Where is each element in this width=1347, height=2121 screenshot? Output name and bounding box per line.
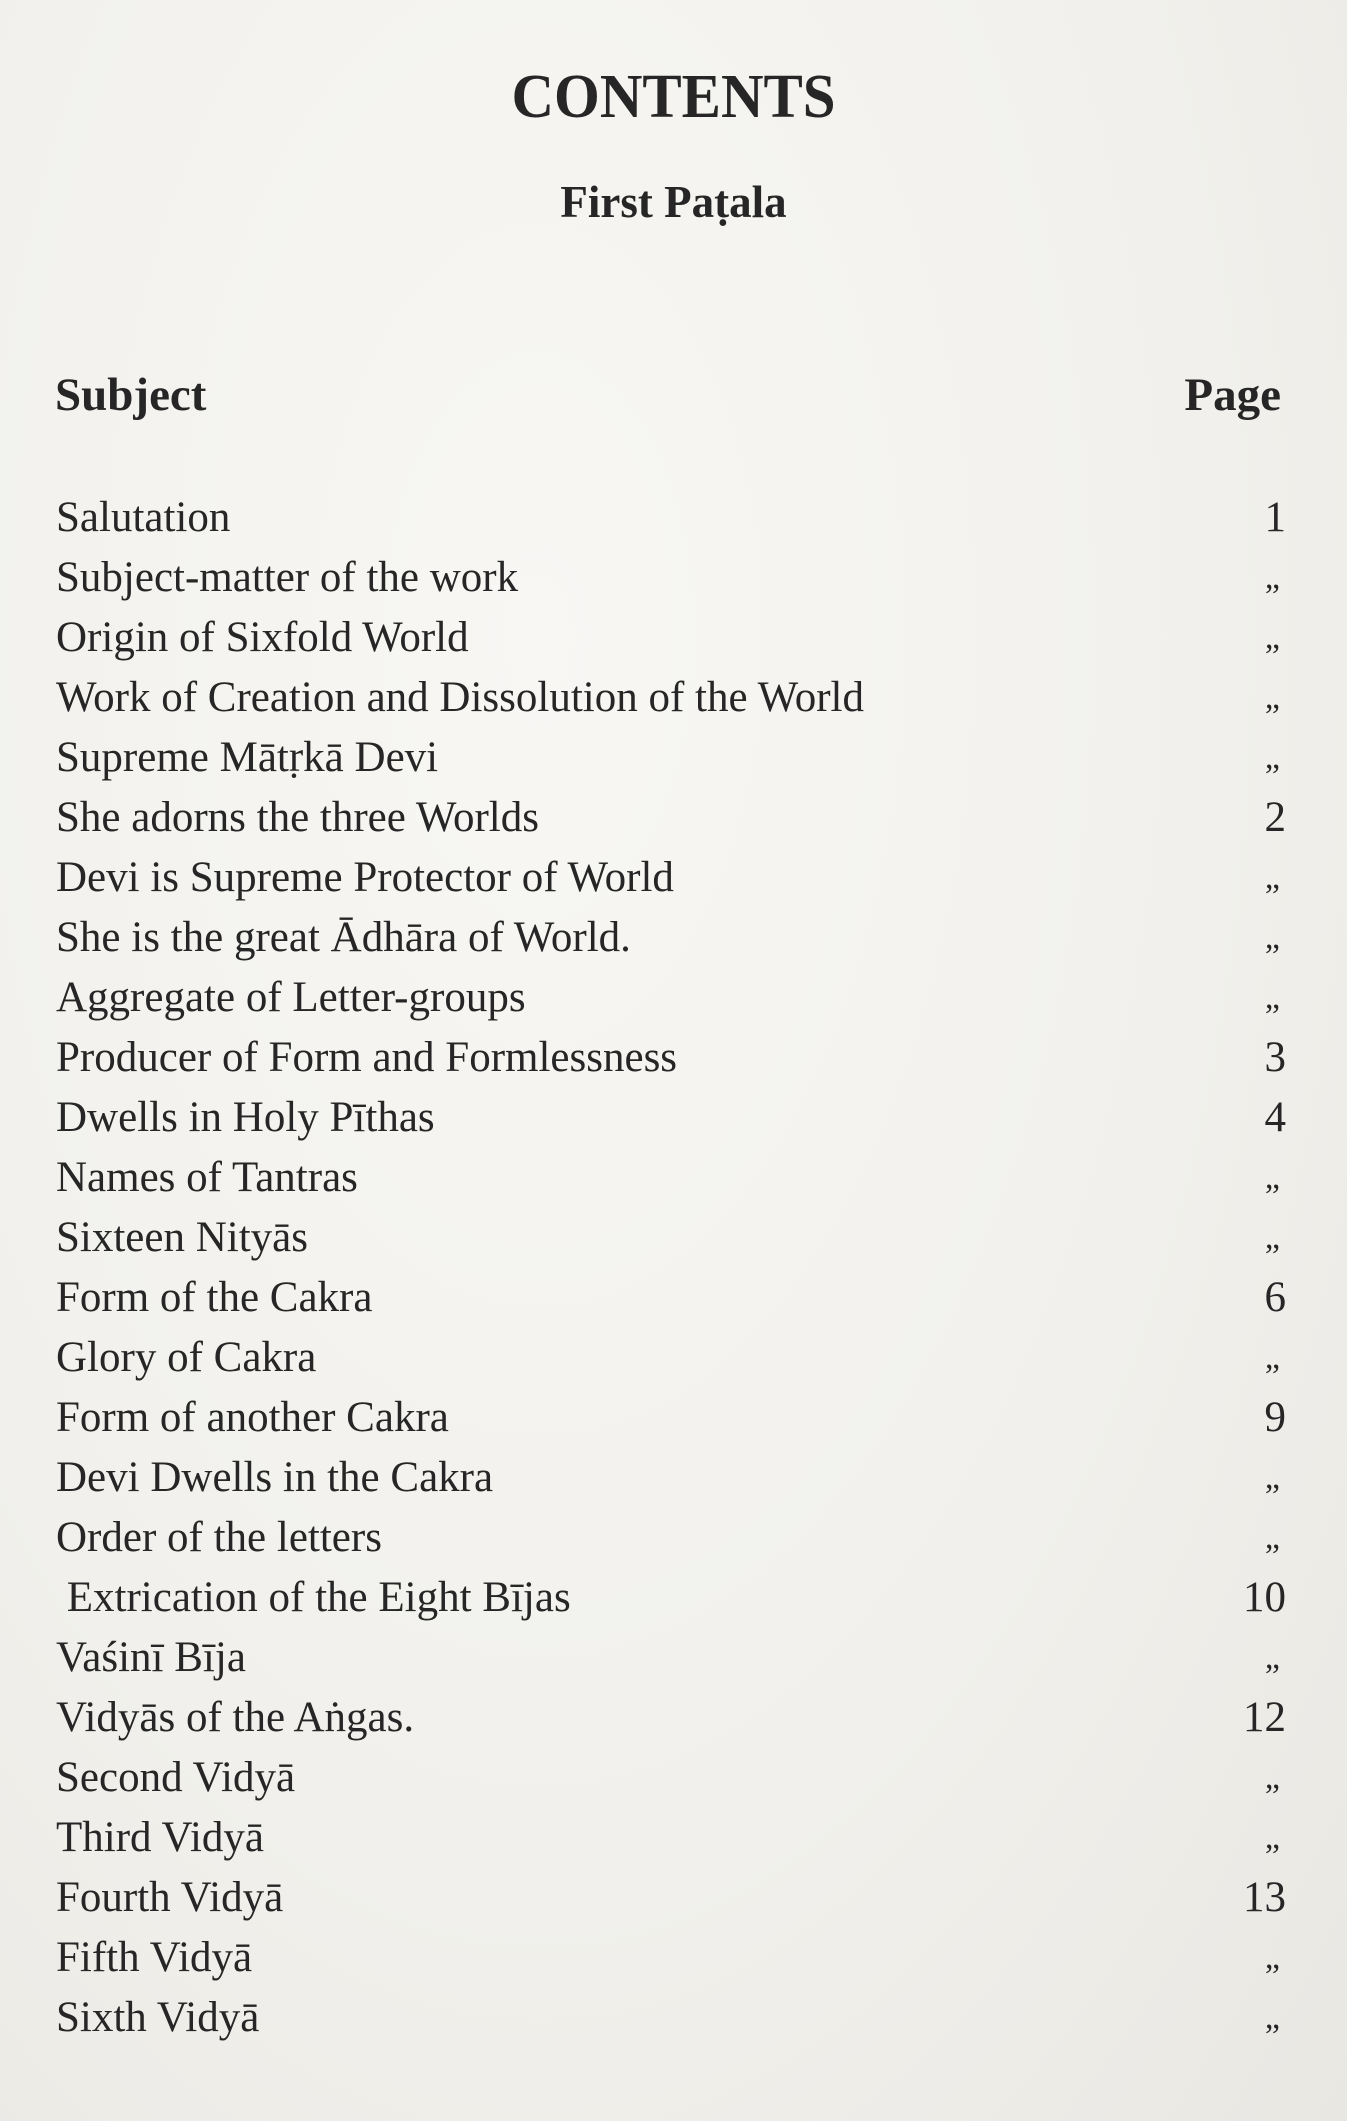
entry-subject: Devi is Supreme Protector of World [56, 854, 674, 901]
entry-subject: Subject-matter of the work [56, 554, 519, 601]
entry-page: „ [1264, 1159, 1280, 1196]
list-item [56, 1628, 1286, 1688]
entry-subject: Vaśinī Bīja [56, 1634, 246, 1681]
list-item [56, 1388, 1286, 1448]
list-item [56, 668, 1286, 728]
entry-subject: Glory of Cakra [56, 1334, 317, 1381]
list-item [56, 1988, 1286, 2048]
page-column-header: Page [1184, 369, 1281, 421]
list-item [56, 548, 1286, 608]
list-item [56, 1448, 1286, 1508]
list-item [56, 788, 1286, 848]
entry-page: 1 [1264, 494, 1286, 541]
contents-list [56, 488, 1286, 2048]
entry-page: 2 [1264, 794, 1286, 841]
entry-subject: Sixteen Nityās [56, 1214, 308, 1261]
entry-page: „ [1264, 1819, 1280, 1856]
list-item [56, 1748, 1286, 1808]
list-item [56, 608, 1286, 668]
list-item [56, 848, 1286, 908]
entry-subject: Devi Dwells in the Cakra [56, 1454, 494, 1501]
entry-subject: She adorns the three Worlds [56, 794, 539, 841]
subject-column-header: Subject [55, 369, 207, 421]
entry-page: „ [1264, 739, 1280, 776]
contents-heading: CONTENTS [511, 63, 836, 131]
list-item [56, 1268, 1286, 1328]
list-item [56, 1928, 1286, 1988]
entry-subject: Origin of Sixfold World [56, 614, 469, 661]
entry-page: 3 [1264, 1034, 1286, 1081]
list-item [56, 1688, 1286, 1748]
list-item [56, 1028, 1286, 1088]
entry-page: „ [1264, 559, 1280, 596]
entry-subject: Order of the letters [56, 1514, 382, 1561]
list-item [56, 968, 1286, 1028]
entry-subject: Vidyās of the Aṅgas. [56, 1694, 415, 1741]
list-item [56, 1088, 1286, 1148]
entry-subject: Fourth Vidyā [56, 1874, 284, 1921]
list-item [56, 1808, 1286, 1868]
entry-subject: Names of Tantras [56, 1154, 358, 1201]
entry-subject: Second Vidyā [56, 1754, 296, 1801]
entry-page: 12 [1243, 1694, 1286, 1741]
list-item [56, 488, 1286, 548]
entry-subject: Sixth Vidyā [56, 1994, 260, 2041]
list-item [56, 1208, 1286, 1268]
entry-page: 10 [1243, 1574, 1286, 1621]
entry-page: „ [1264, 679, 1280, 716]
entry-page: 6 [1264, 1274, 1286, 1321]
entry-subject: Aggregate of Letter-groups [56, 974, 526, 1021]
entry-page: „ [1264, 979, 1280, 1016]
section-title: First Paṭala [560, 177, 787, 227]
entry-page: „ [1264, 1939, 1280, 1976]
list-item [56, 1148, 1286, 1208]
list-item [56, 1568, 1286, 1628]
entry-page: „ [1264, 1519, 1280, 1556]
entry-subject: Work of Creation and Dissolution of the World [56, 674, 864, 721]
list-item [56, 1508, 1286, 1568]
entry-subject: Form of another Cakra [56, 1394, 449, 1441]
list-item [56, 728, 1286, 788]
entry-page: „ [1264, 859, 1280, 896]
entry-page: 9 [1264, 1394, 1286, 1441]
entry-page: „ [1264, 919, 1280, 956]
entry-page: „ [1264, 1339, 1280, 1376]
entry-page: 4 [1264, 1094, 1286, 1141]
entry-subject: Salutation [56, 494, 231, 541]
entry-page: „ [1264, 1219, 1280, 1256]
entry-subject: Dwells in Holy Pīthas [56, 1094, 435, 1141]
entry-page: „ [1264, 1639, 1280, 1676]
list-item [56, 1868, 1286, 1928]
entry-subject: Form of the Cakra [56, 1274, 373, 1321]
entry-subject: Fifth Vidyā [56, 1934, 253, 1981]
entry-page: „ [1264, 619, 1280, 656]
entry-page: „ [1264, 1459, 1280, 1496]
entry-subject: Extrication of the Eight Bījas [56, 1574, 571, 1621]
entry-page: „ [1264, 1759, 1280, 1796]
entry-page: 13 [1243, 1874, 1286, 1921]
entry-subject: Supreme Mātṛkā Devi [56, 734, 439, 781]
entry-page: „ [1264, 1999, 1280, 2036]
list-item [56, 908, 1286, 968]
entry-subject: Third Vidyā [56, 1814, 265, 1861]
list-item [56, 1328, 1286, 1388]
entry-subject: Producer of Form and Formlessness [56, 1034, 678, 1081]
entry-subject: She is the great Ādhāra of World. [56, 914, 631, 961]
